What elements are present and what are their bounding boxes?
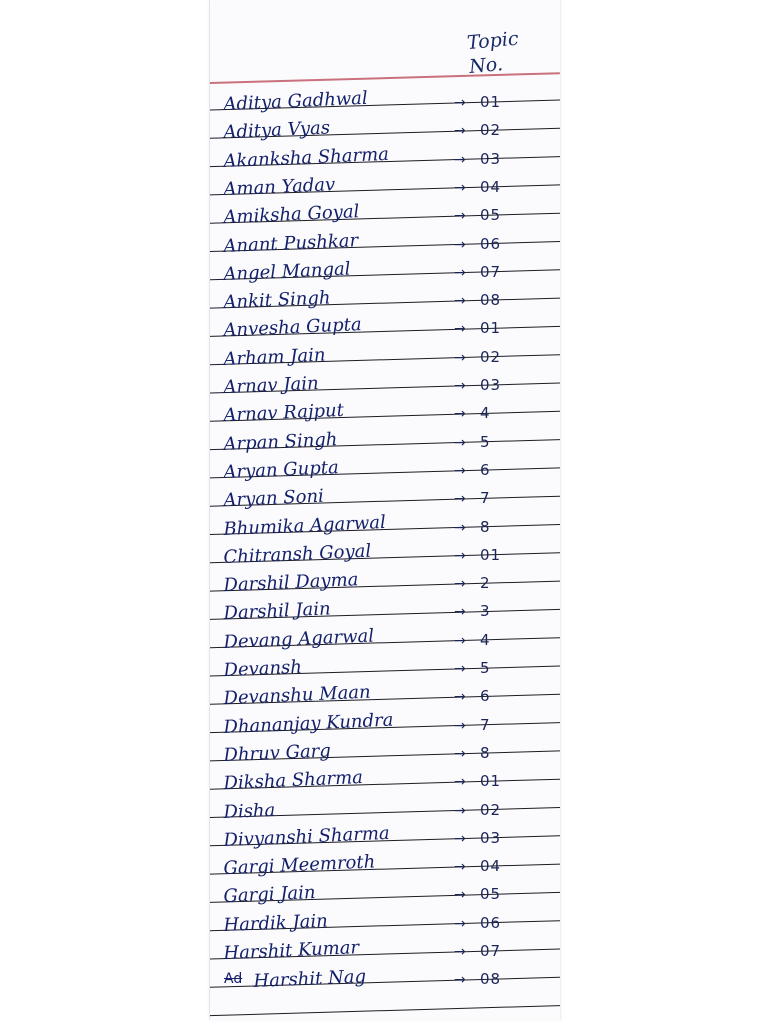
list-item <box>210 314 560 342</box>
topic-number: 05 <box>480 206 502 225</box>
topic-number: 5 <box>480 659 491 677</box>
topic-number: 01 <box>480 319 502 338</box>
topic-header-line1: Topic <box>466 27 520 55</box>
topic-number: 07 <box>480 262 502 281</box>
arrow-icon: → <box>454 717 466 734</box>
list-item <box>210 258 560 286</box>
student-name: Akanksha Sharma <box>223 143 390 172</box>
student-name: Arnav Rajput <box>223 400 345 427</box>
arrow-icon: → <box>454 179 466 196</box>
list-item <box>210 569 560 597</box>
list-item <box>210 428 560 456</box>
topic-number: 03 <box>480 149 502 168</box>
arrow-icon: → <box>454 208 466 225</box>
list-item <box>210 937 560 965</box>
student-name: Dhananjay Kundra <box>223 709 394 738</box>
topic-number: 08 <box>480 970 502 989</box>
list-item <box>210 796 560 824</box>
topic-number-header <box>466 25 540 79</box>
topic-number: 03 <box>480 828 502 847</box>
student-name: Ankit Singh <box>223 287 331 314</box>
arrow-icon: → <box>454 689 466 706</box>
student-name: Disha <box>223 799 276 823</box>
topic-number: 7 <box>480 715 491 734</box>
topic-number: 4 <box>480 404 491 423</box>
list-item <box>210 597 560 625</box>
list-item <box>210 739 560 767</box>
topic-number: 07 <box>480 942 502 960</box>
student-name: Divyanshi Sharma <box>223 822 391 851</box>
arrow-icon: → <box>454 321 466 338</box>
student-name: Harshit Nag <box>253 966 367 993</box>
arrow-icon: → <box>454 462 466 479</box>
topic-number: 06 <box>480 913 502 932</box>
notebook-page <box>209 0 561 1020</box>
arrow-icon: → <box>454 349 466 366</box>
arrow-icon: → <box>454 915 466 932</box>
arrow-icon: → <box>454 293 466 310</box>
arrow-icon: → <box>454 123 466 140</box>
topic-number: 01 <box>480 545 502 564</box>
student-name: Arpan Singh <box>223 428 338 455</box>
topic-number: 05 <box>480 885 502 904</box>
list-item <box>210 767 560 795</box>
topic-number: 08 <box>480 291 502 310</box>
list-item <box>210 88 560 116</box>
student-name: Gargi Jain <box>223 882 316 908</box>
list-item <box>210 852 560 880</box>
arrow-icon: → <box>454 378 466 394</box>
arrow-icon: → <box>454 661 466 677</box>
scratched-text: Ad <box>224 971 243 988</box>
list-item <box>210 371 560 399</box>
topic-number: 2 <box>480 574 491 593</box>
student-name: Aryan Gupta <box>223 456 340 483</box>
student-name: Bhumika Agarwal <box>223 511 387 540</box>
arrow-icon: → <box>454 604 466 621</box>
topic-number: 01 <box>480 772 502 791</box>
arrow-icon: → <box>454 95 466 111</box>
student-name: Amiksha Goyal <box>223 201 360 229</box>
arrow-icon: → <box>454 859 466 876</box>
arrow-icon: → <box>454 406 466 423</box>
topic-number: 02 <box>480 121 502 140</box>
topic-number: 6 <box>480 460 491 479</box>
topic-number: 01 <box>480 93 502 111</box>
student-name: Devansh <box>223 656 303 681</box>
student-name: Devang Agarwal <box>223 625 375 653</box>
list-item <box>210 230 560 258</box>
list-item <box>210 654 560 682</box>
arrow-icon: → <box>454 491 466 508</box>
topic-number: 04 <box>480 177 502 196</box>
list-item <box>210 399 560 427</box>
student-name: Dhruv Garg <box>223 740 332 766</box>
list-item <box>210 513 560 541</box>
list-item <box>210 541 560 569</box>
topic-number: 8 <box>480 743 491 762</box>
student-name: Aryan Soni <box>223 485 325 512</box>
student-name: Devanshu Maan <box>223 681 372 710</box>
arrow-icon: → <box>454 972 466 989</box>
list-item <box>210 343 560 371</box>
arrow-icon: → <box>454 830 466 847</box>
topic-number: 8 <box>480 517 491 536</box>
topic-header-line2: No. <box>468 53 504 78</box>
arrow-icon: → <box>454 887 466 904</box>
student-name: Arham Jain <box>223 344 326 370</box>
list-item <box>210 286 560 314</box>
topic-number: 02 <box>480 347 502 366</box>
list-item <box>210 116 560 144</box>
arrow-icon: → <box>454 632 466 649</box>
topic-number: 6 <box>480 687 491 706</box>
list-item <box>210 201 560 229</box>
list-item <box>210 682 560 710</box>
student-name: Chitransh Goyal <box>223 540 372 568</box>
topic-number: 03 <box>480 376 502 394</box>
arrow-icon: → <box>454 151 466 168</box>
student-name: Angel Mangal <box>223 258 351 285</box>
topic-number: 06 <box>480 234 502 253</box>
list-item <box>210 484 560 512</box>
arrow-icon: → <box>454 519 466 536</box>
list-item <box>210 145 560 173</box>
student-name: Aditya Vyas <box>223 117 331 144</box>
ruled-line <box>210 1006 560 1016</box>
list-item <box>210 909 560 937</box>
student-name: Anvesha Gupta <box>223 314 363 342</box>
arrow-icon: → <box>454 236 466 253</box>
arrow-icon: → <box>454 264 466 281</box>
student-name: Anant Pushkar <box>223 229 359 257</box>
topic-number: 3 <box>480 602 491 621</box>
topic-number: 02 <box>480 800 502 819</box>
list-item <box>210 880 560 908</box>
list-item <box>210 965 560 993</box>
arrow-icon: → <box>454 802 466 819</box>
student-name: Darshil Dayma <box>223 569 359 597</box>
topic-number: 04 <box>480 857 502 876</box>
arrow-icon: → <box>454 547 466 564</box>
student-name: Gargi Meemroth <box>223 851 376 880</box>
arrow-icon: → <box>454 434 466 451</box>
list-item <box>210 173 560 201</box>
student-name: Diksha Sharma <box>223 767 364 795</box>
topic-number: 5 <box>480 432 491 451</box>
arrow-icon: → <box>454 745 466 762</box>
list-item <box>210 824 560 852</box>
arrow-icon: → <box>454 944 466 960</box>
arrow-icon: → <box>454 774 466 791</box>
list-item <box>210 711 560 739</box>
student-name: Harshit Kumar <box>223 937 360 964</box>
topic-number: 7 <box>480 489 491 508</box>
student-name: Darshil Jain <box>223 598 332 625</box>
student-name: Aditya Gadhwal <box>223 87 369 115</box>
student-name: Arnav Jain <box>223 372 320 398</box>
topic-number: 4 <box>480 630 491 649</box>
list-item <box>210 626 560 654</box>
arrow-icon: → <box>454 576 466 593</box>
list-item <box>210 456 560 484</box>
student-name: Aman Yadav <box>223 174 336 200</box>
student-name: Hardik Jain <box>223 910 329 936</box>
